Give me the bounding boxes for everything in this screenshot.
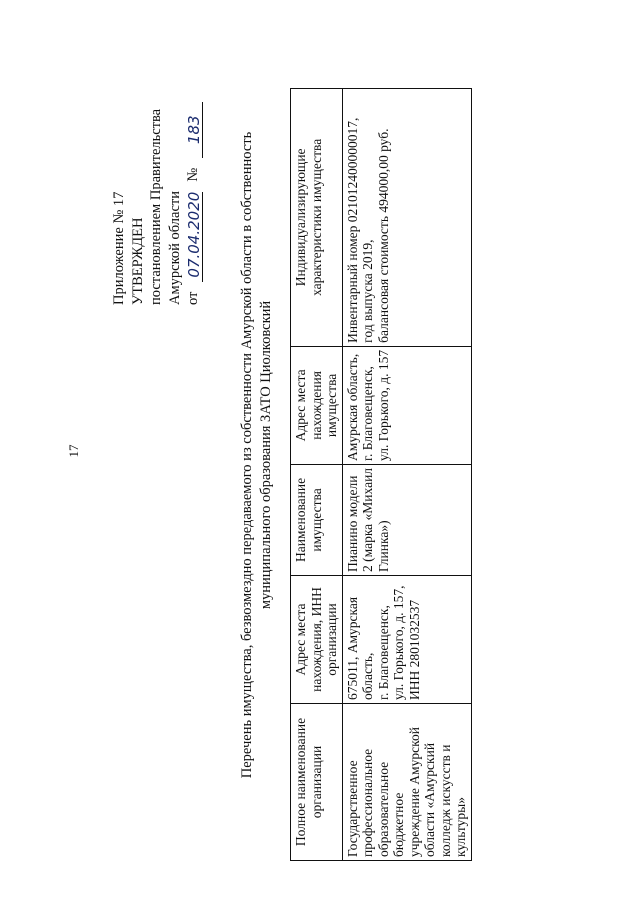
header-text: нахождения, ИНН [308,587,324,692]
region-label: Амурской области [166,191,183,305]
header-text: Полное наименование [293,717,308,847]
header-text: Индивидуализирующие [293,148,308,287]
header-property-name [291,464,343,575]
number-prefix: № [185,167,201,182]
header-text: имущества [308,488,324,552]
cell-text: Глинка») [375,520,391,572]
cell-text: г. Благовещенск, [360,366,375,461]
cell-property-address [342,346,471,464]
cell-text: ул. Горького, д. 157 [375,349,391,461]
cell-property-characteristics [342,88,471,346]
header-property-address [291,346,343,464]
header-text: организации [308,745,324,819]
cell-text: профессиональное [360,748,375,857]
cell-text: г. Благовещенск, [375,605,391,700]
cell-organization-name [342,704,471,861]
title-line-1: Перечень имущества, безвозмездно передаваемого из собственности Амурской области в собственность [239,131,255,779]
cell-property-name [342,464,471,575]
cell-text: 2 (марка «Михаил [360,467,375,572]
cell-text: учреждение Амурской [406,727,422,857]
approved-label: УТВЕРЖДЕН [129,217,146,305]
cell-text: образовательное [375,761,391,857]
cell-text: ул. Горького, д. 157, [391,585,406,700]
cell-text: балансовая стоимость 494000,00 руб. [375,128,391,343]
resolution-date-row [184,65,203,305]
handwritten-number: 183 [186,102,203,158]
approval-stamp-block [110,65,203,305]
cell-text: Инвентарный номер 021012400000017, [344,117,360,343]
date-prefix: от [185,291,201,305]
header-property-characteristics [291,88,343,346]
header-text: нахождения [308,371,324,440]
header-organization-address [291,576,343,704]
cell-text: культуры» [453,797,468,857]
header-text: Наименование [293,477,308,563]
header-text: характеристики имущества [308,138,324,296]
cell-text: ИНН 2801032537 [406,599,422,700]
cell-text: бюджетное [391,792,406,857]
cell-organization-address [342,576,471,704]
appendix-number: Приложение № 17 [111,191,127,305]
header-text: организации [324,603,339,676]
cell-text: Государственное [344,760,360,857]
table-row [342,88,471,860]
cell-text: колледж искусств и [437,744,453,857]
cell-text: год выпуска 2019, [360,239,375,343]
handwritten-date: 07.04.2020 [186,192,203,282]
document-title [238,105,276,805]
table-header-row [291,88,343,860]
cell-text: Амурская область, [344,353,360,461]
header-text: Адрес места [293,603,308,676]
cell-text: области «Амурский [422,742,437,857]
cell-text: 675011, Амурская [344,596,360,700]
cell-text: область, [360,652,375,700]
header-text: Адрес места [293,369,308,442]
resolution-label: постановлением Правительства [148,108,164,305]
page-number: 17 [66,444,81,458]
header-organization-name [291,704,343,861]
cell-text: Пианино модели [344,475,360,572]
property-table [290,88,472,861]
header-text: имущества [324,373,339,438]
title-line-2: муниципального образования ЗАТО Циолковский [258,300,274,610]
